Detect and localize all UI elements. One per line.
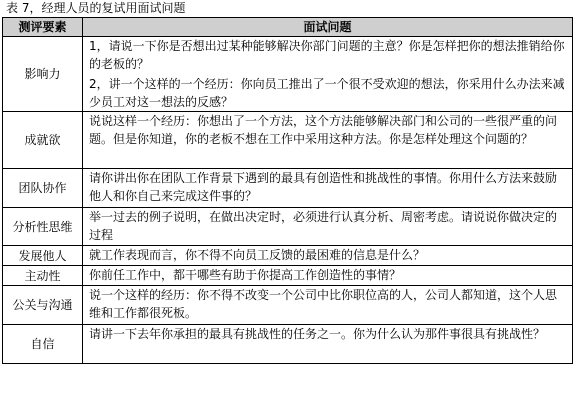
question-text: 你前任工作中，都干哪些有助于你提高工作创造性的事情？ — [89, 268, 402, 282]
table-row — [3, 246, 573, 266]
row-item-achievement: 成就欲 — [3, 112, 83, 169]
table-row — [3, 169, 573, 208]
table-header-row — [3, 18, 573, 37]
row-item-initiative: 主动性 — [3, 266, 83, 286]
row-questions — [83, 112, 573, 169]
row-item-analytical-thinking: 分析性思维 — [3, 208, 83, 246]
question-text: 1，请说一下你是否想出过某种能够解决你部门问题的主意？你是怎样把你的想法推销给你的老板的？ — [89, 39, 565, 71]
row-item-teamwork: 团队协作 — [3, 169, 83, 208]
row-questions — [83, 37, 573, 112]
table-caption: 表 7，经理人员的复试用面试问题 — [6, 1, 186, 15]
header-evaluation-element: 测评要素 — [3, 18, 83, 37]
question-text: 就工作表现而言，你不得不向员工反馈的最困难的信息是什么？ — [89, 248, 426, 262]
row-questions — [83, 169, 573, 208]
table-row — [3, 266, 573, 286]
table-row — [3, 325, 573, 364]
table-row — [3, 208, 573, 246]
question-text: 请你讲出你在团队工作背景下遇到的最具有创造性和挑战性的事情。你用什么方法来鼓励他人和你自己来完成这件事的？ — [89, 171, 558, 203]
row-item-developing-others: 发展他人 — [3, 246, 83, 266]
row-item-influence: 影响力 — [3, 37, 83, 112]
row-questions — [83, 286, 573, 325]
interview-questions-table — [2, 17, 573, 364]
row-questions — [83, 208, 573, 246]
question-text: 2，讲一个这样的一个经历：你向员工推出了一个很不受欢迎的想法，你采用什么办法来减少员工对这一想法的反感？ — [89, 77, 565, 109]
question-text: 举一过去的例子说明，在做出决定时，必须进行认真分析、周密考虑。请说说你做决定的过程 — [89, 210, 558, 242]
question-text: 请讲一下去年你承担的最具有挑战性的任务之一。你为什么认为那件事很具有挑战性？ — [89, 327, 546, 341]
row-questions — [83, 266, 573, 286]
question-text: 说说这样一个经历：你想出了一个方法，这个方法能够解决部门和公司的一些很严重的问题。但是你知道，你的老板不想在工作中采用这种方法。你是怎样处理这个问题的？ — [89, 114, 558, 146]
table-row — [3, 286, 573, 325]
table-row — [3, 112, 573, 169]
row-item-pr-communication: 公关与沟通 — [3, 286, 83, 325]
row-item-confidence: 自信 — [3, 325, 83, 364]
question-text: 说一个这样的经历：你不得不改变一个公司中比你职位高的人，公司人都知道，这个人思维和工作都很死板。 — [89, 288, 558, 320]
row-questions — [83, 325, 573, 364]
header-interview-question: 面试问题 — [83, 18, 573, 37]
row-questions — [83, 246, 573, 266]
table-row — [3, 37, 573, 112]
